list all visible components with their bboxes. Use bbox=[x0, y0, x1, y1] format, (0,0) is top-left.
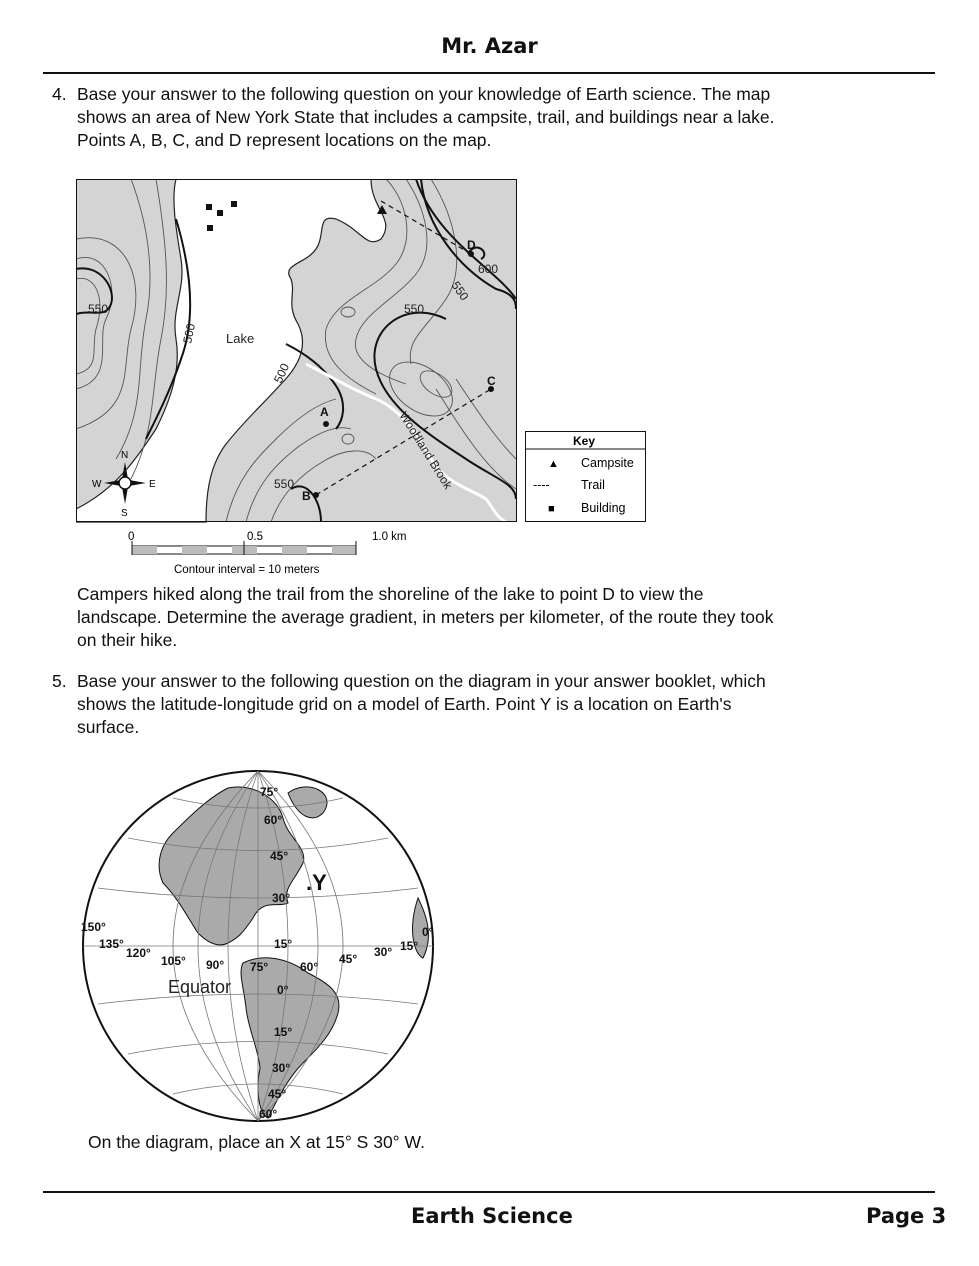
scale-tick-1km: 1.0 km bbox=[372, 531, 407, 543]
lat-label: 30° bbox=[272, 1061, 291, 1075]
footer-rule bbox=[43, 1191, 935, 1193]
question-4-line: Points A, B, C, and D represent locations on the map. bbox=[77, 130, 492, 150]
followup-line: Campers hiked along the trail from the shoreline of the lake to point D to view the bbox=[77, 584, 704, 604]
scale-tick-0: 0 bbox=[128, 531, 135, 543]
point-b-label: B bbox=[302, 489, 311, 503]
point-y-label: .Y bbox=[306, 870, 327, 895]
brook-label: Woodland Brook bbox=[396, 409, 456, 492]
lon-label: 90° bbox=[206, 958, 225, 972]
lat-label: 75° bbox=[260, 785, 279, 799]
lake-label: Lake bbox=[226, 331, 255, 346]
question-4-number: 4. bbox=[52, 84, 67, 104]
question-4-line: Base your answer to the following question on your knowledge of Earth science. The map bbox=[77, 84, 771, 104]
lat-label: 30° bbox=[272, 891, 291, 905]
lon-label: 30° bbox=[374, 945, 393, 959]
contour-label: 600 bbox=[478, 262, 499, 276]
contour-label: 550 bbox=[404, 302, 425, 316]
compass-n: N bbox=[121, 450, 129, 461]
lon-label: 135° bbox=[99, 937, 124, 951]
followup-line: landscape. Determine the average gradient, in meters per kilometer, of the route they took bbox=[77, 607, 774, 627]
question-5-instruction: On the diagram, place an X at 15° S 30° W. bbox=[88, 1132, 425, 1152]
compass-s: S bbox=[121, 508, 128, 519]
key-title: Key bbox=[573, 434, 596, 448]
lon-label: 150° bbox=[81, 920, 106, 934]
lon-label: 15° bbox=[400, 939, 419, 953]
question-5-line: Base your answer to the following question on the diagram in your answer booklet, which bbox=[77, 671, 766, 691]
lat-label: 60° bbox=[264, 813, 283, 827]
point-b-dot bbox=[313, 492, 319, 498]
key-label-building: Building bbox=[581, 501, 626, 515]
topographic-map bbox=[76, 179, 656, 579]
footer-subject: Earth Science bbox=[411, 1204, 573, 1228]
question-4-followup bbox=[77, 583, 774, 652]
contour-label: 550 bbox=[274, 477, 295, 491]
globe-diagram bbox=[78, 768, 440, 1126]
question-4-text bbox=[77, 83, 775, 152]
question-4-line: shows an area of New York State that includes a campsite, trail, and buildings near a lake. bbox=[77, 107, 775, 127]
contour-label: 500 bbox=[180, 322, 199, 345]
contour-interval: Contour interval = 10 meters bbox=[174, 564, 320, 576]
scale-bar bbox=[128, 531, 407, 576]
key-label-campsite: Campsite bbox=[581, 456, 634, 470]
point-a-dot bbox=[323, 421, 329, 427]
key-symbol-campsite: ▲ bbox=[548, 458, 559, 470]
map-key bbox=[526, 432, 646, 522]
contour-label: 550 bbox=[88, 302, 109, 316]
lon-label: 105° bbox=[161, 954, 186, 968]
question-5-line: shows the latitude-longitude grid on a model of Earth. Point Y is a location on Earth's bbox=[77, 694, 732, 714]
question-5-line: surface. bbox=[77, 717, 140, 737]
followup-line: on their hike. bbox=[77, 630, 178, 650]
contour-label: 550 bbox=[448, 278, 472, 304]
lon-label: 0° bbox=[422, 925, 434, 939]
page-header-title: Mr. Azar bbox=[441, 34, 538, 58]
equator-label: Equator bbox=[168, 977, 232, 997]
lon-label: 75° bbox=[250, 960, 269, 974]
question-5-number: 5. bbox=[52, 671, 67, 691]
contour-label: 500 bbox=[271, 361, 293, 386]
point-d-label: D bbox=[467, 238, 476, 252]
point-c-label: C bbox=[487, 374, 496, 388]
lat-label: 45° bbox=[270, 849, 289, 863]
scale-tick-half: 0.5 bbox=[247, 531, 263, 543]
lat-label: 15° bbox=[274, 937, 293, 951]
compass-w: W bbox=[92, 479, 102, 490]
lat-label: 45° bbox=[268, 1087, 287, 1101]
lon-label: 45° bbox=[339, 952, 358, 966]
compass-e: E bbox=[149, 479, 156, 490]
point-a-label: A bbox=[320, 405, 329, 419]
key-label-trail: Trail bbox=[581, 478, 605, 492]
header-rule bbox=[43, 72, 935, 74]
key-symbol-building: ■ bbox=[548, 503, 555, 515]
lat-label: 0° bbox=[277, 983, 289, 997]
lat-label: 15° bbox=[274, 1025, 293, 1039]
lat-label: 60° bbox=[259, 1107, 278, 1121]
lon-label: 60° bbox=[300, 960, 319, 974]
question-5-text bbox=[77, 670, 766, 739]
footer-page-number: Page 3 bbox=[866, 1204, 947, 1228]
key-symbol-trail: ---- bbox=[533, 478, 550, 492]
lon-label: 120° bbox=[126, 946, 151, 960]
